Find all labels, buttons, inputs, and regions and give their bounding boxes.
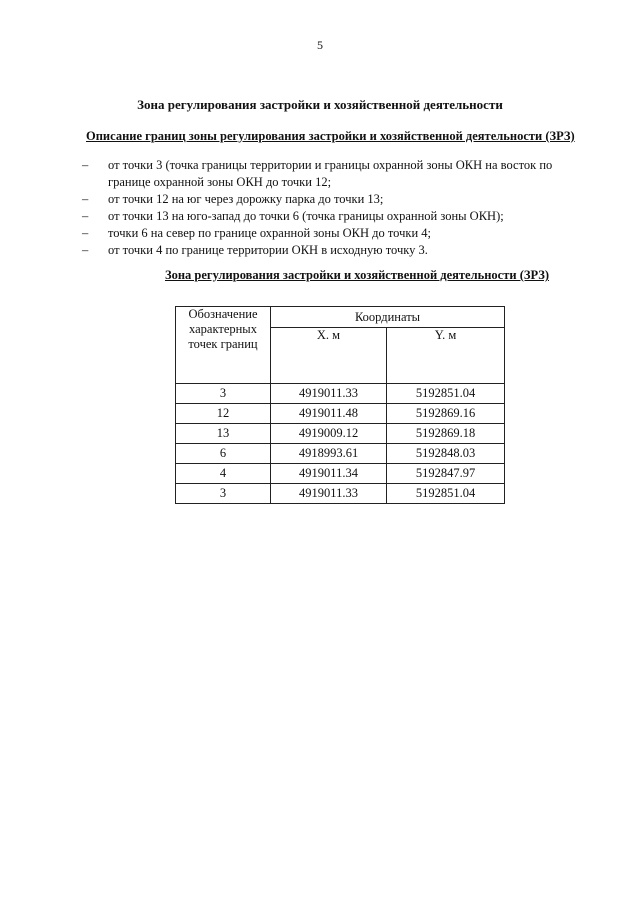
list-item [82,242,582,259]
list-item [82,225,582,242]
dash-bullet: – [82,209,89,223]
cell-point: 3 [176,384,271,404]
cell-x: 4919011.34 [271,464,387,484]
table-heading: Зона регулирования застройки и хозяйственной деятельности (ЗРЗ) [164,268,549,282]
cell-y: 5192847.97 [387,464,505,484]
dash-bullet: – [82,158,89,172]
list-item-text: от точки 4 по границе территории ОКН в исходную точку 3. [108,243,428,257]
cell-point: 6 [176,444,271,464]
table-row [176,384,505,404]
header-y: Y. м [387,328,505,384]
coordinates-table [175,306,505,504]
table-row [176,444,505,464]
description-heading: Описание границ зоны регулирования застройки и хозяйственной деятельности (ЗРЗ) [86,129,575,143]
table-row [176,484,505,504]
dash-bullet: – [82,226,89,240]
cell-y: 5192848.03 [387,444,505,464]
list-item-text: от точки 12 на юг через дорожку парка до точки 13; [108,192,384,206]
cell-x: 4919011.33 [271,484,387,504]
cell-y: 5192851.04 [387,484,505,504]
cell-y: 5192851.04 [387,384,505,404]
document-title: Зона регулирования застройки и хозяйственной деятельности [137,97,503,112]
cell-x: 4919011.33 [271,384,387,404]
dash-bullet: – [82,243,89,257]
cell-point: 13 [176,424,271,444]
cell-point: 12 [176,404,271,424]
cell-y: 5192869.16 [387,404,505,424]
table-row [176,464,505,484]
header-coordinates: Координаты [271,307,505,328]
boundary-description-list [82,157,582,259]
cell-x: 4918993.61 [271,444,387,464]
list-item-text: точки 6 на север по границе охранной зоны ОКН до точки 4; [108,226,431,240]
cell-x: 4919009.12 [271,424,387,444]
cell-point: 3 [176,484,271,504]
list-item [82,208,582,225]
dash-bullet: – [82,192,89,206]
list-item [82,191,582,208]
cell-point: 4 [176,464,271,484]
cell-y: 5192869.18 [387,424,505,444]
page-number: 5 [317,38,323,52]
header-designation: Обозначение характерных точек границ [176,307,271,384]
list-item-text: от точки 13 на юго-запад до точки 6 (точка границы охранной зоны ОКН); [108,209,504,223]
list-item [82,157,582,191]
table-row [176,404,505,424]
table-row [176,424,505,444]
header-x: X. м [271,328,387,384]
cell-x: 4919011.48 [271,404,387,424]
list-item-text: от точки 3 (точка границы территории и границы охранной зоны ОКН на восток по границе охранной зоны ОКН до точки 12; [108,158,553,189]
